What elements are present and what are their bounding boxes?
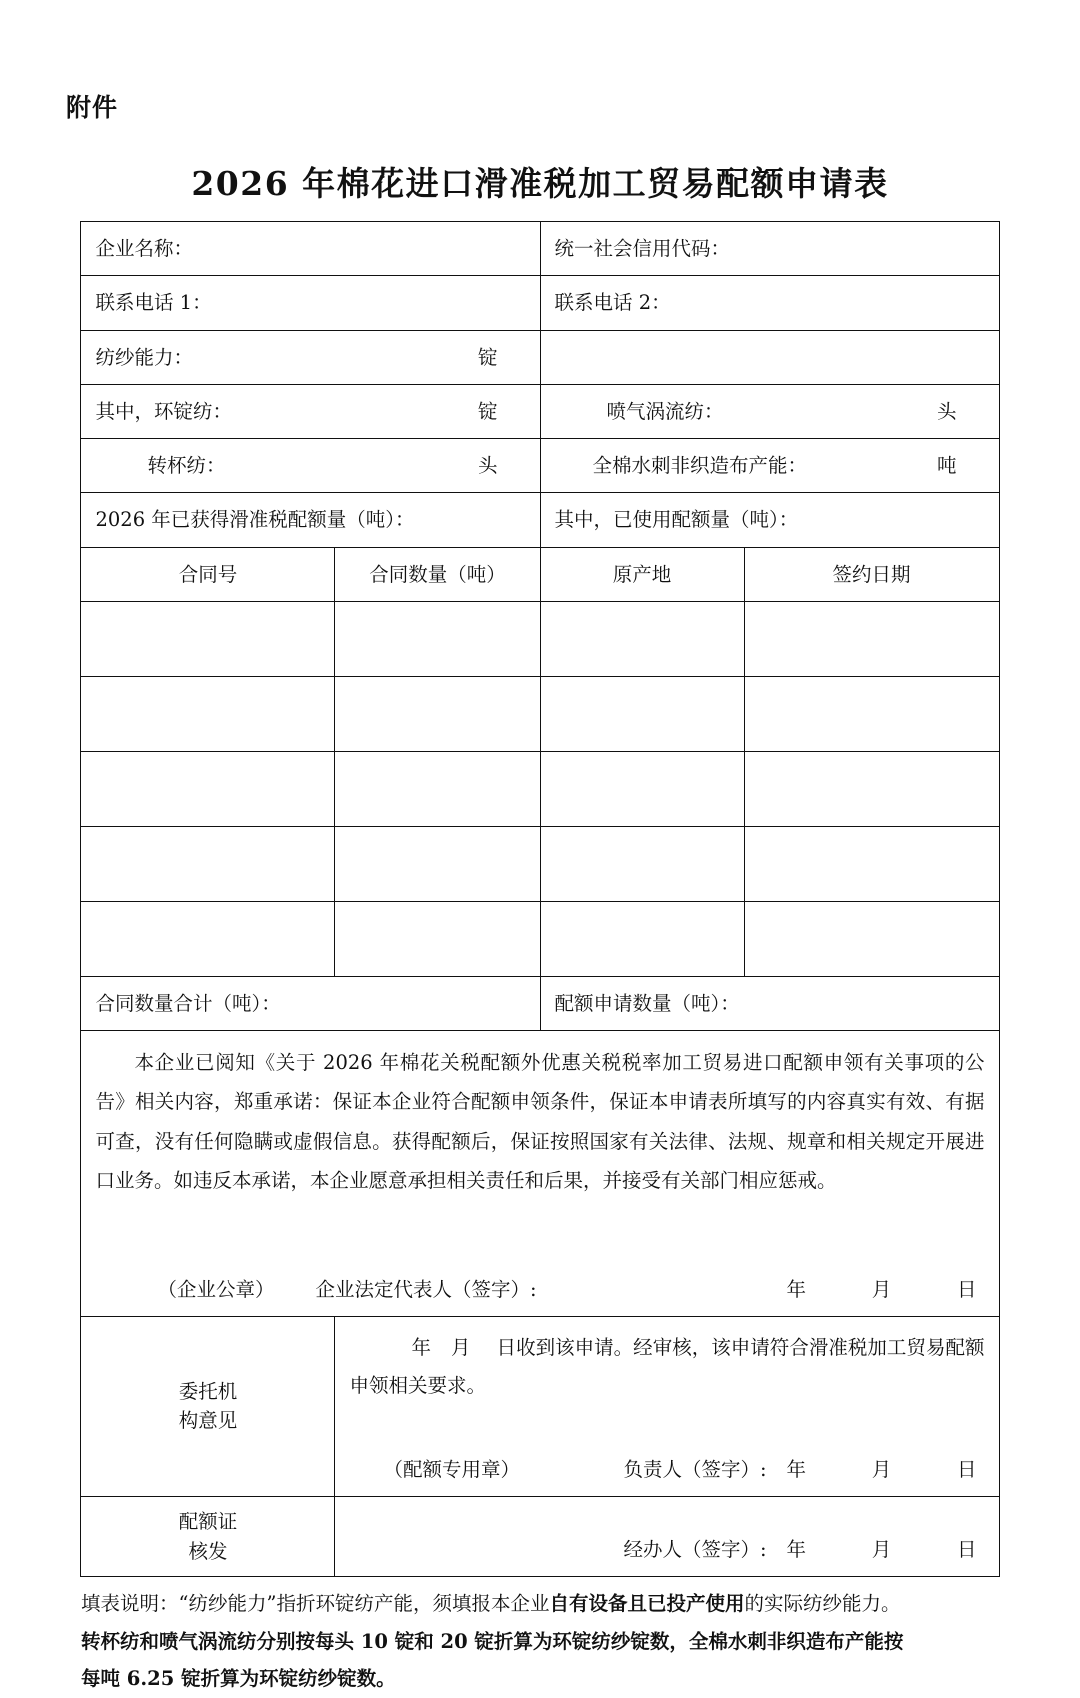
cell-sign-date[interactable] (744, 901, 999, 976)
col-header-contract-qty: 合同数量（吨） (335, 547, 540, 601)
ring-spinning-label: 其中，环锭纺： (95, 399, 232, 423)
cell-contract-qty[interactable] (335, 901, 540, 976)
date-year-label: 年 (786, 1277, 807, 1301)
company-seal-label: （企业公章） (157, 1277, 275, 1301)
vortex-spinning-label: 喷气涡流纺： (606, 399, 724, 423)
table-row-quota-amounts (81, 493, 999, 547)
quota-issue-label-line2: 核发 (188, 1539, 228, 1563)
nonwoven-cell[interactable] (540, 439, 999, 493)
rotor-spinning-label: 转杯纺： (147, 454, 226, 477)
table-row (81, 751, 999, 826)
footnote (81, 1585, 999, 1697)
credit-code-cell[interactable]: 统一社会信用代码： (540, 222, 999, 276)
company-name-cell[interactable]: 企业名称： (81, 222, 540, 276)
date-day-label: 日 (956, 1277, 977, 1301)
quota-issue-side-label (81, 1497, 335, 1577)
spinning-capacity-unit: 锭 (477, 345, 498, 369)
agency-date-month: 月 (451, 1335, 471, 1359)
legal-representative-label[interactable]: 企业法定代表人（签字）: (315, 1277, 537, 1301)
table-row-agency-opinion (81, 1316, 999, 1496)
vortex-spinning-unit: 头 (937, 399, 957, 423)
cell-contract-qty[interactable] (335, 676, 540, 751)
table-row-ring-vortex (81, 384, 999, 438)
contract-table-header-row (81, 547, 999, 601)
commitment-cell (81, 1031, 999, 1317)
rotor-spinning-unit: 头 (477, 454, 498, 477)
cell-contract-no[interactable] (81, 826, 335, 901)
footnote-line-1-head: 填表说明：“纺纱能力”指折环锭纺产能，须填报本企业 (81, 1592, 550, 1616)
commitment-signature-line (95, 1275, 984, 1304)
spinning-capacity-cell[interactable] (81, 330, 540, 384)
table-row-totals (81, 976, 999, 1030)
cell-origin[interactable] (540, 601, 744, 676)
cell-contract-no[interactable] (81, 751, 335, 826)
col-header-sign-date: 签约日期 (744, 547, 999, 601)
contract-total-cell[interactable]: 合同数量合计（吨）： (81, 976, 540, 1030)
nonwoven-label: 全棉水刺非织造布产能： (592, 454, 808, 477)
date-day-label: 日 (956, 1457, 977, 1481)
table-row (81, 826, 999, 901)
agency-opinion-text (349, 1329, 984, 1405)
table-row-quota-issue (81, 1497, 999, 1577)
table-row (81, 901, 999, 976)
date-month-label: 月 (871, 1277, 892, 1301)
cell-contract-qty[interactable] (335, 751, 540, 826)
vortex-spinning-cell[interactable] (540, 384, 999, 438)
spinning-capacity-label: 纺纱能力： (95, 345, 193, 369)
cell-contract-no[interactable] (81, 901, 335, 976)
quota-seal-label: （配额专用章） (383, 1457, 520, 1481)
agency-opinion-sentence: 日收到该申请。经审核，该申请符合滑准税加工贸易配额申领相关要求。 (349, 1335, 985, 1397)
agency-person-label[interactable]: 负责人（签字）: (623, 1457, 767, 1481)
cell-sign-date[interactable] (744, 601, 999, 676)
table-row-company (81, 222, 999, 276)
commitment-date[interactable] (787, 1275, 985, 1304)
cell-origin[interactable] (540, 751, 744, 826)
agency-label-line1: 委托机 (178, 1380, 238, 1404)
cell-sign-date[interactable] (744, 826, 999, 901)
rotor-spinning-cell[interactable] (81, 439, 540, 493)
used-quota-cell[interactable]: 其中，已使用配额量（吨）： (540, 493, 999, 547)
table-row (81, 601, 999, 676)
cell-origin[interactable] (540, 901, 744, 976)
cell-origin[interactable] (540, 676, 744, 751)
nonwoven-unit: 吨 (937, 454, 957, 477)
table-row-spinning-capacity (81, 330, 999, 384)
col-header-contract-no: 合同号 (81, 547, 335, 601)
quota-apply-cell[interactable]: 配额申请数量（吨）： (540, 976, 999, 1030)
quota-issue-signature-line (349, 1535, 984, 1564)
ring-spinning-unit: 锭 (477, 399, 498, 423)
footnote-line-2: 转杯纺和喷气涡流纺分别按每头 10 锭和 20 锭折算为环锭纺纱锭数，全棉水刺非织造布产能按 (81, 1629, 904, 1653)
cell-sign-date[interactable] (744, 676, 999, 751)
page-title: 2026 年棉花进口滑准税加工贸易配额申请表 (191, 164, 889, 203)
operator-label[interactable]: 经办人（签字）: (623, 1538, 767, 1562)
application-form-table (80, 221, 999, 1577)
phone2-cell[interactable]: 联系电话 2： (540, 276, 999, 330)
date-year-label: 年 (786, 1538, 807, 1562)
agency-date-year: 年 (411, 1335, 432, 1359)
attachment-label: 附件 (66, 93, 119, 122)
table-row (81, 676, 999, 751)
agency-sign-date[interactable] (787, 1455, 985, 1484)
cell-contract-qty[interactable] (335, 826, 540, 901)
spinning-capacity-blank-cell[interactable] (540, 330, 999, 384)
quota-issue-date[interactable] (787, 1535, 985, 1564)
footnote-line-3: 每吨 6.25 锭折算为环锭纺纱锭数。 (81, 1667, 396, 1691)
phone1-cell[interactable]: 联系电话 1： (81, 276, 540, 330)
cell-contract-qty[interactable] (335, 601, 540, 676)
agency-opinion-body (335, 1316, 999, 1496)
cell-sign-date[interactable] (744, 751, 999, 826)
quota-issue-body (335, 1497, 999, 1577)
agency-opinion-side-label (81, 1316, 335, 1496)
obtained-quota-cell[interactable]: 2026 年已获得滑准税配额量（吨）： (81, 493, 540, 547)
date-month-label: 月 (871, 1538, 892, 1562)
commitment-text: 本企业已阅知《关于 2026 年棉花关税配额外优惠关税税率加工贸易进口配额申领有关事项的公告》相关内容，郑重承诺：保证本企业符合配额申领条件，保证本申请表所填写的内容真实有效、有据可查，没有任何隐瞒或虚假信息。获得配额后，保证按照国家有关法律、法规、规章和相关规定开展进口业务。如违反本承诺，本企业愿意承担相关责任和后果，并接受有关部门相应惩戒。 (95, 1051, 985, 1193)
footnote-line-1-tail: 的实际纺纱能力。 (744, 1592, 901, 1616)
table-row-rotor-nonwoven (81, 439, 999, 493)
table-row-commitment (81, 1031, 999, 1317)
date-day-label: 日 (956, 1538, 977, 1562)
agency-label-line2: 构意见 (178, 1409, 238, 1433)
ring-spinning-cell[interactable] (81, 384, 540, 438)
cell-contract-no[interactable] (81, 676, 335, 751)
cell-origin[interactable] (540, 826, 744, 901)
table-row-phones (81, 276, 999, 330)
cell-contract-no[interactable] (81, 601, 335, 676)
agency-signature-line (349, 1455, 984, 1484)
footnote-line-1 (81, 1585, 999, 1622)
col-header-origin: 原产地 (540, 547, 744, 601)
date-month-label: 月 (871, 1457, 892, 1481)
footnote-line-1-bold: 自有设备且已投产使用 (549, 1592, 745, 1616)
date-year-label: 年 (786, 1457, 807, 1481)
quota-issue-label-line1: 配额证 (178, 1510, 238, 1534)
